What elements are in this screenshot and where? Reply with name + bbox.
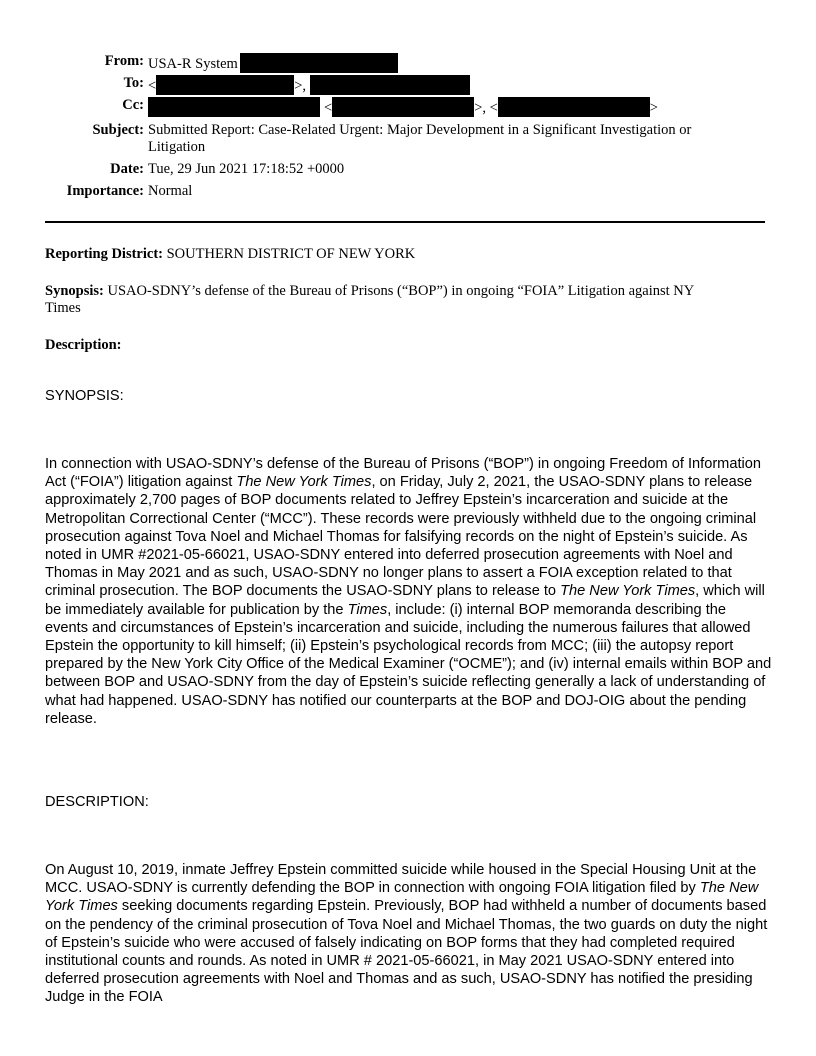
from-sender: USA-R System xyxy=(148,56,238,72)
p1-text-b: , on Friday, July 2, 2021, the USAO-SDNY plans to release approximately 2,700 pages of BOP documents related to Jeffrey Epstein’s incarceration and suicide at the Metropolitan Correctional Center (“MCC”). These records were previously withheld due to the ongoing criminal prosecution against Tova Noel and Michael Thomas for falsifying records on the night of Epstein’s suicide. As noted in UMR #2021-05-66021, USAO-SDNY entered into deferred prosecution agreements with Noel and Thomas in May 2021 and as such, USAO-SDNY no longer plans to assert a FOIA exception related to that criminal prosecution. The BOP documents the USAO-SDNY plans to release to xyxy=(45,474,757,600)
cc-value xyxy=(148,97,658,117)
date-value: Tue, 29 Jun 2021 17:18:52 +0000 xyxy=(148,161,345,177)
cc-separator: >, < xyxy=(474,100,498,116)
cc-close-bracket: > xyxy=(649,100,658,116)
description-paragraph xyxy=(45,861,773,1007)
to-label: To: xyxy=(123,75,144,91)
redaction-box xyxy=(148,97,320,117)
p2-text-a: On August 10, 2019, inmate Jeffrey Epstein committed suicide while housed in the Special Housing Unit at the MCC. USAO-SDNY is currently defending the BOP in connection with ongoing FOIA litigation filed by xyxy=(45,862,757,897)
cc-label: Cc: xyxy=(122,97,144,113)
p1-text-a: In connection with USAO-SDNY’s defense of the Bureau of Prisons (“BOP”) in ongoing Freedom of Information Act (“FOIA”) litigation against xyxy=(45,456,761,491)
p2-text-b: seeking documents regarding Epstein. Previously, BOP had withheld a number of documents based on the pendency of the criminal prosecution of Tova Noel and Michael Thomas, the two guards on duty the night of Epstein’s suicide who were accused of falsely indicating on BOP forms that they had completed required institutional counts and rounds. As noted in UMR # 2021-05-66021, in May 2021 USAO-SDNY entered into deferred prosecution agreements with Noel and Thomas and as such, USAO-SDNY has notified the presiding Judge in the FOIA xyxy=(45,898,768,1006)
p1-text-c: , which will be immediately available for publication by the xyxy=(45,583,765,618)
description-label: Description: xyxy=(45,337,122,353)
p1-nyt-title-2: The New York Times xyxy=(560,583,696,600)
description-heading: DESCRIPTION: xyxy=(45,794,149,810)
p1-nyt-title: The New York Times xyxy=(236,474,372,491)
to-close-bracket: >, xyxy=(294,78,306,94)
subject-label: Subject: xyxy=(92,122,144,138)
importance-value: Normal xyxy=(148,183,193,199)
description-label-row xyxy=(45,337,773,354)
subject-line-1: Submitted Report: Case-Related Urgent: Major Development in a Significant Investigation or xyxy=(148,122,692,138)
synopsis-paragraph xyxy=(45,455,773,728)
date-label: Date: xyxy=(110,161,144,177)
cc-open-bracket: < xyxy=(324,100,333,116)
from-value xyxy=(148,53,398,73)
p2-nyt-title: The New York Times xyxy=(45,880,759,915)
subject-line-2: Litigation xyxy=(148,139,206,155)
redaction-box xyxy=(498,97,650,117)
to-value xyxy=(148,75,470,95)
subject-value xyxy=(148,122,691,156)
to-open-bracket: < xyxy=(148,78,157,94)
synopsis-value-cont: Times xyxy=(45,300,81,316)
p1-times-title: Times xyxy=(347,601,388,618)
redaction-box xyxy=(332,97,474,117)
synopsis-label: Synopsis: xyxy=(45,283,104,299)
header-divider xyxy=(45,221,765,223)
reporting-district xyxy=(45,246,773,263)
redaction-box xyxy=(156,75,294,95)
redaction-box xyxy=(240,53,398,73)
synopsis-value: USAO-SDNY’s defense of the Bureau of Prisons (“BOP”) in ongoing “FOIA” Litigation against NY xyxy=(107,283,695,299)
synopsis-summary xyxy=(45,283,773,317)
district-label: Reporting District: xyxy=(45,246,163,262)
importance-label: Importance: xyxy=(66,183,144,199)
redaction-box xyxy=(310,75,470,95)
from-label: From: xyxy=(104,53,144,69)
p1-text-d: , include: (i) internal BOP memoranda describing the events and circumstances of Epstein’s incarceration and suicide, including the numerous failures that allowed Epstein the opportunity to kill himself; (ii) Epstein’s psychological records from MCC; (iii) the autopsy report prepared by the New York City Office of the Medical Examiner (“OCME”); and (iv) internal emails within BOP and between BOP and USAO-SDNY from the day of Epstein’s suicide reflecting generally a lack of understanding of what had happened. USAO-SDNY has notified our counterparts at the BOP and DOJ-OIG about the pending release. xyxy=(45,601,772,727)
synopsis-heading: SYNOPSIS: xyxy=(45,388,124,404)
district-value: SOUTHERN DISTRICT OF NEW YORK xyxy=(166,246,416,262)
